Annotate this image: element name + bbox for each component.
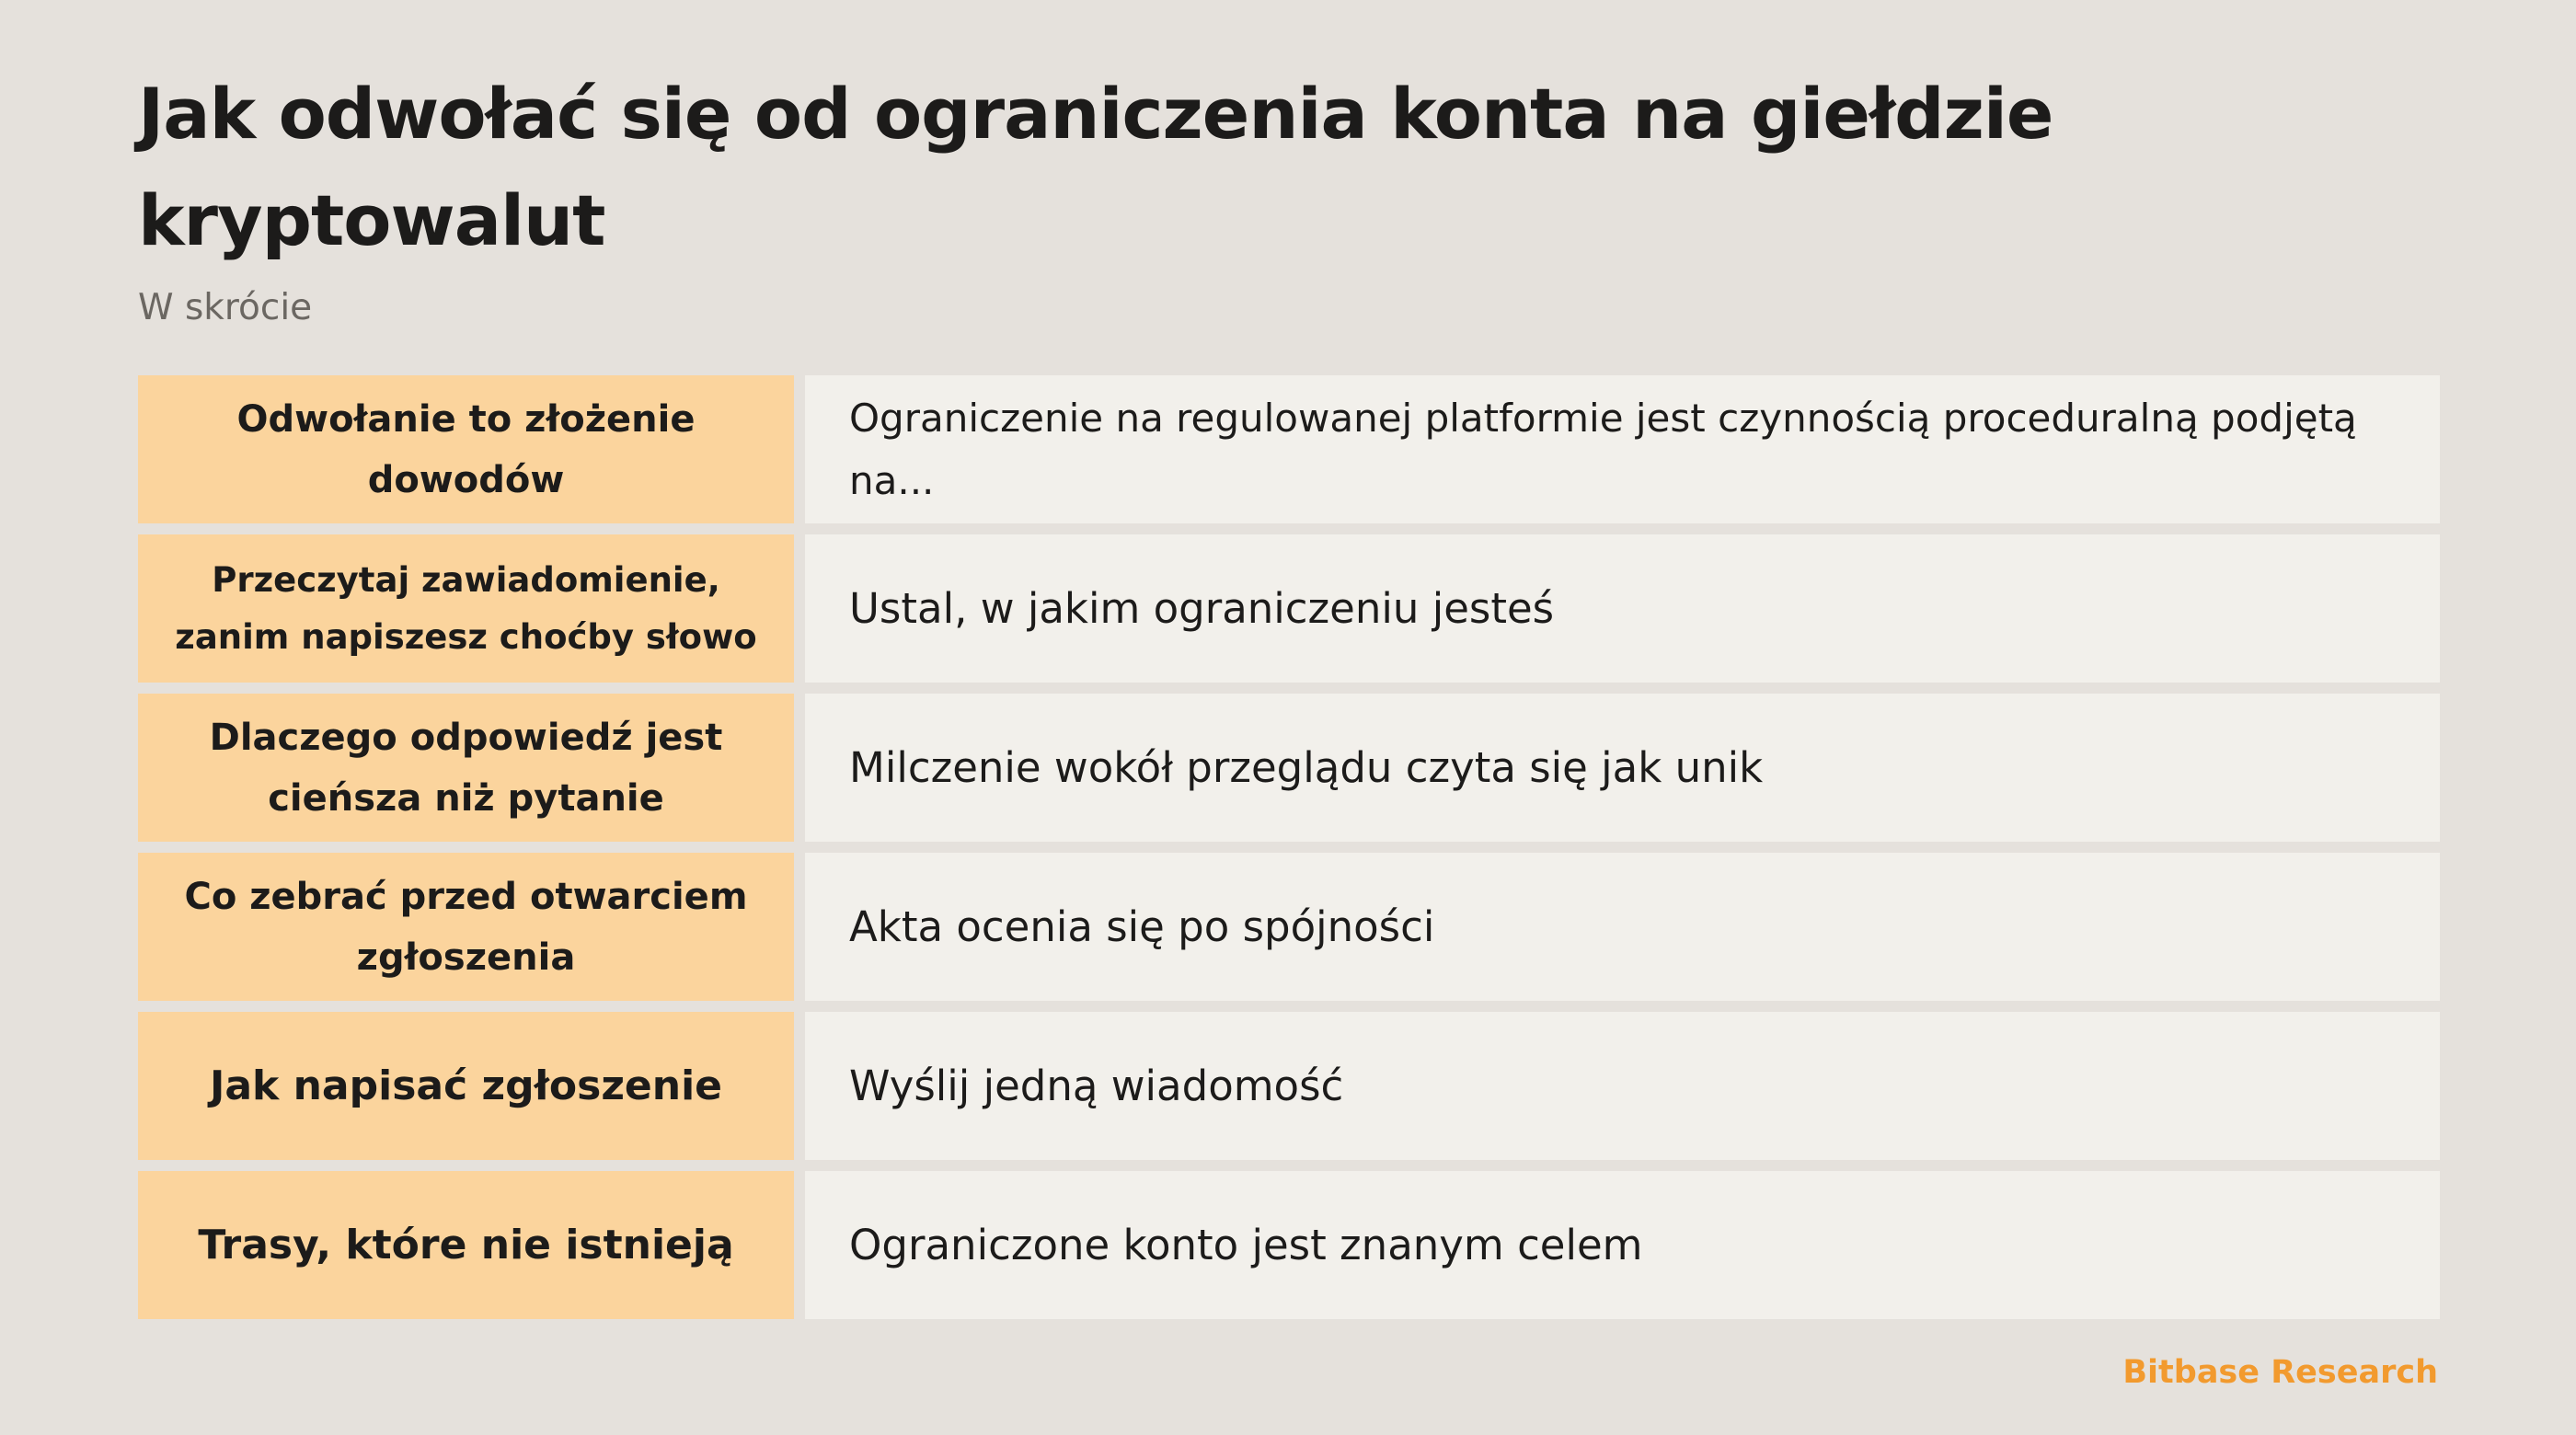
table-row: [138, 694, 2440, 842]
summary-table: [138, 375, 2440, 1319]
brand-footer: Bitbase Research: [2122, 1354, 2438, 1391]
row-text: Wyślij jedną wiadomość: [805, 1012, 2440, 1160]
row-text: Ustal, w jakim ograniczeniu jesteś: [805, 534, 2440, 683]
row-text: Ograniczenie na regulowanej platformie jest czynnością proceduralną podjętą na...: [805, 375, 2440, 523]
row-text: Milczenie wokół przeglądu czyta się jak unik: [805, 694, 2440, 842]
row-text: Ograniczone konto jest znanym celem: [805, 1171, 2440, 1319]
row-label: Dlaczego odpowiedź jest cieńsza niż pytanie: [138, 694, 794, 842]
table-row: [138, 1012, 2440, 1160]
row-label: Jak napisać zgłoszenie: [138, 1012, 794, 1160]
row-label: Przeczytaj zawiadomienie, zanim napiszesz choćby słowo: [138, 534, 794, 683]
table-row: [138, 853, 2440, 1001]
row-label: Co zebrać przed otwarciem zgłoszenia: [138, 853, 794, 1001]
table-row: [138, 1171, 2440, 1319]
row-text: Akta ocenia się po spójności: [805, 853, 2440, 1001]
row-label: Trasy, które nie istnieją: [138, 1171, 794, 1319]
table-row: [138, 534, 2440, 683]
table-row: [138, 375, 2440, 523]
row-label: Odwołanie to złożenie dowodów: [138, 375, 794, 523]
page-title: Jak odwołać się od ograniczenia konta na giełdzie kryptowalut: [138, 73, 2053, 261]
page-subtitle: W skrócie: [138, 287, 313, 328]
